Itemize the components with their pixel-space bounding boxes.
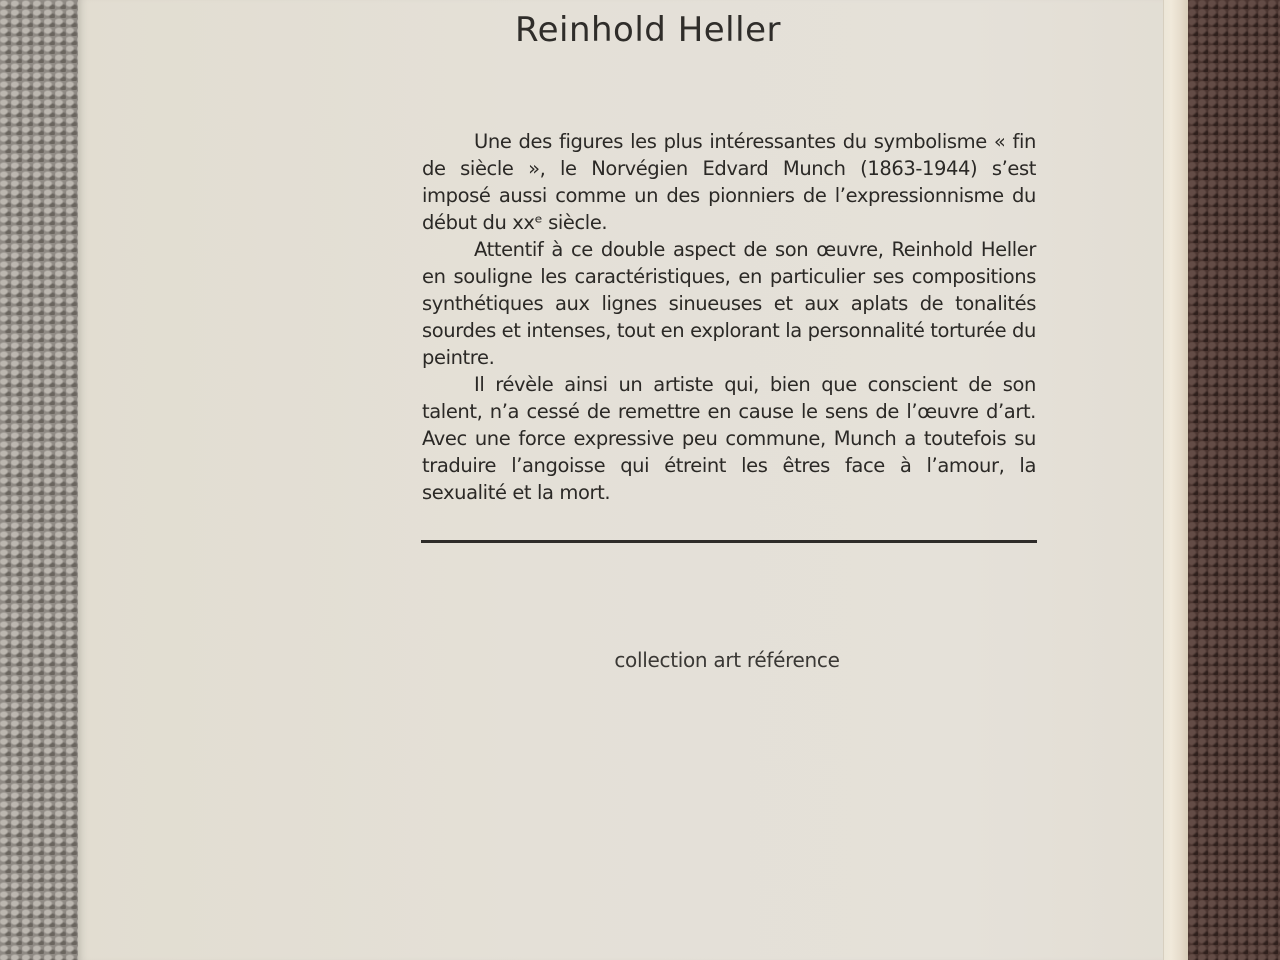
book-back-cover — [78, 0, 1188, 960]
blurb-paragraph: Une des figures les plus intéressantes du symbolisme « fin de siècle », le Norvégien Edvard Munch (1863-1944) s’est imposé aussi comme un des pionniers de l’expressionnisme du début du xxᵉ siècle. — [422, 130, 1036, 234]
blurb-paragraph: Attentif à ce double aspect de son œuvre, Reinhold Heller en souligne les caractéristiques, en particulier ses compositions synthétiques aux lignes sinueuses et aux aplats de tonalités sourdes et intenses, tout en explorant la personnalité torturée du peintre. — [422, 238, 1036, 369]
blurb-paragraph: Il révèle ainsi un artiste qui, bien que conscient de son talent, n’a cessé de remettre en cause le sens de l’œuvre d’art. Avec une force expressive peu commune, Munch a toutefois su traduire l’angoisse qui étreint les êtres face à l’amour, la sexualité et la mort. — [422, 373, 1036, 504]
carpet-background-right — [1188, 0, 1280, 960]
author-name: Reinhold Heller — [515, 10, 781, 50]
blurb-text — [422, 128, 1036, 506]
collection-name: collection art référence — [614, 648, 840, 672]
page-edge — [1163, 0, 1188, 960]
carpet-background-left — [0, 0, 80, 960]
horizontal-rule — [421, 540, 1037, 543]
